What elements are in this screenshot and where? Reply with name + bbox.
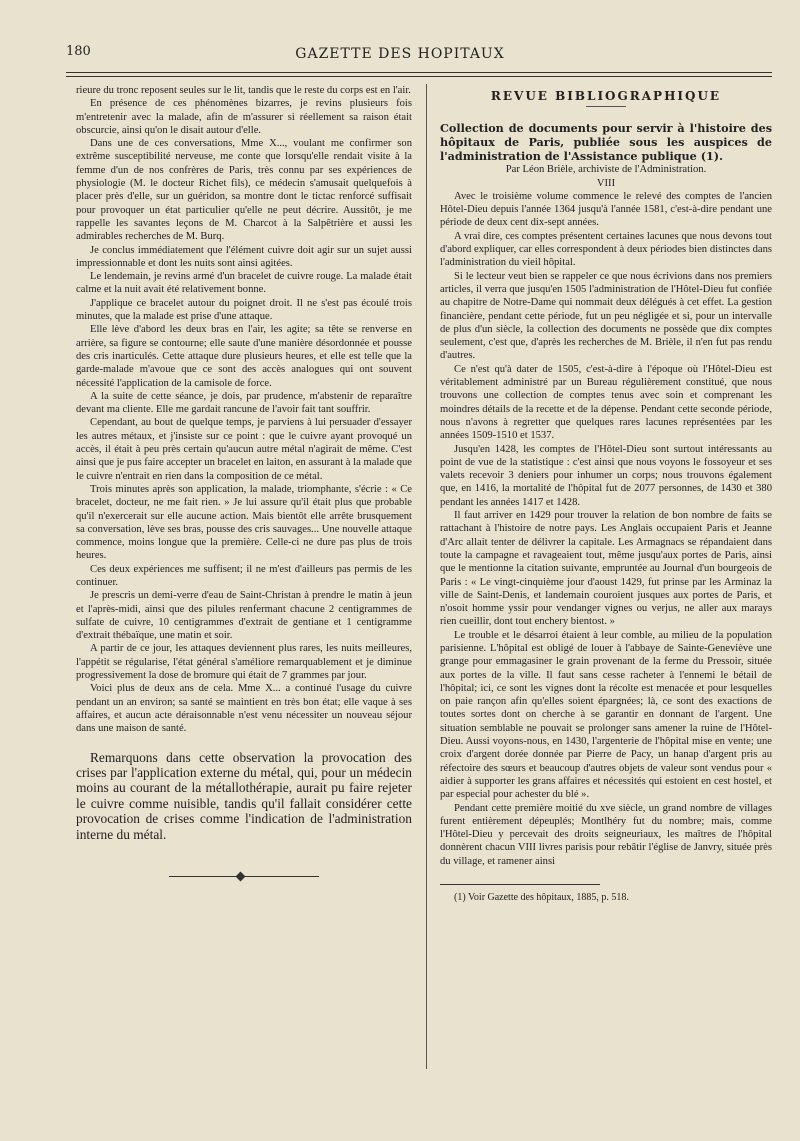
article-title: Collection de documents pour servir à l'histoire des hôpitaux de Paris, publiée sous les auspices de l'administration de l'Assistance publique (1). (440, 121, 772, 164)
paragraph: Dans une de ces conversations, Mme X..., voulant me confirmer son extrême susceptibilité nerveuse, me conte que lorsqu'elle rendait visite à la femme d'un de nos confrères de Paris, très connu par ses expériences de physiologie (M. le docteur Richet fils), ce médecin s'amusait quelquefois à placer près d'elle, sur un guéridon, sa montre dont le tictac renforcé suffisait pour provoquer un état particulier qu'elle ne peut décrire. Aussitôt, je me rappelle les savantes leçons de M. Charcot à la Salpêtrière et aussi les admirables recherches de M. Burq. (76, 138, 412, 243)
paragraph: A partir de ce jour, les attaques deviennent plus rares, les nuits meilleures, l'appétit se régularise, l'état général s'améliore remarquablement et je diminue progressivement la dose de bromure qui était de 7 grammes par jour. (76, 643, 412, 682)
paragraph: Cependant, au bout de quelque temps, je parviens à lui persuader d'essayer les autres métaux, et j'insiste sur ce point : que le cuivre ayant provoqué un accès, il était à peu près certain qu'aucun autre métal n'agirait de même. C'est ainsi que je pus faire accepter un bracelet en laiton, en assurant à la malade que le cuivre n'entrait en rien dans la composition de ce métal. (76, 417, 412, 482)
paragraph: Trois minutes après son application, la malade, triomphante, s'écrie : « Ce bracelet, docteur, ne me fait rien. » Je lui assure qu'il était plus que probable qu'il n'exercerait sur elle aucune action. Mais bientôt elle arrête brusquement sa conversation, lève ses bras, pousse des cris sauvages... Une nouvelle attaque commence, moins longue que la première. Celle-ci ne dure pas plus de trois heures. (76, 483, 412, 562)
footnote: (1) Voir Gazette des hôpitaux, 1885, p. 518. (454, 892, 629, 904)
part-number: VIII (596, 177, 616, 189)
paragraph: A vrai dire, ces comptes présentent certaines lacunes que nous devons tout d'abord expliquer, car elles correspondent à deux périodes bien distinctes dans l'administration du vieil hôpital. (440, 230, 772, 269)
page-number: 180 (66, 44, 91, 59)
diamond-icon (236, 872, 246, 882)
paragraph: Il faut arriver en 1429 pour trouver la relation de bon nombre de faits se rattachant à l'histoire de notre pays. Les Anglais occupaient Paris et Jeanne d'Arc allait tenter de délivrer la capitale. Les Armagnacs se répandaient dans toute la campagne et ravageaient tout, même jusqu'aux portes de Paris, ainsi que le mentionne la citation suivante, empruntée au Journal d'un bourgeois de Paris : « Le vingt-cinquième jour d'aoust 1429, fut prinse par les Arminaz la ville de Saint-Denis, et landemain couroient jusques aux portes de Paris, et n'osoit homme yssir pour vendanger vignes ou verjus, ne aller aux marays rien cueillir, dont tout enchery bientost. » (440, 510, 772, 628)
footnote-rule (440, 884, 600, 885)
header-rule (66, 72, 772, 73)
running-title: GAZETTE DES HOPITAUX (295, 46, 505, 62)
paragraph: rieure du tronc reposent seules sur le lit, tandis que le reste du corps est en l'air. (76, 85, 411, 96)
paragraph: Si le lecteur veut bien se rappeler ce que nous écrivions dans nos premiers articles, il verra que jusqu'en 1505 l'administration de l'Hôtel-Dieu fut confiée au chapitre de Notre-Dame qui nommait deux délégués à cet effet. La gestion financière, pendant cette période, fut un peu négligée et si, pour un intervalle de plus d'un siècle, la collection des documents ne possède que dix comptes seulement, c'est que, d'après les recherches de M. Brièle, il n'en fut pas rendu d'autres. (440, 270, 772, 362)
section-rule (586, 106, 626, 107)
paragraph: Ces deux expériences me suffisent; il ne m'est d'ailleurs pas permis de les continuer. (76, 563, 412, 588)
paragraph: Ce n'est qu'à dater de 1505, c'est-à-dire à l'époque où l'Hôtel-Dieu est véritablement administré par un Bureau régulièrement constitué, que nous trouvons une collection de comptes tenus avec soin et comprenant les moindres détails de la recette et de la dépense. Pendant cette seconde période, nous n'avons à regretter que quelques rares lacunes représentées par les années 1509-1510 et 1537. (440, 363, 772, 442)
paragraph: Le trouble et le désarroi étaient à leur comble, au milieu de la population parisienne. L'hôpital est obligé de louer à l'abbaye de Sainte-Geneviève une grange pour emmagasiner le grain provenant de la ferme du Pressoir, située aux portes de la ville. Il faut sans cesse racheter à l'ennemi le bétail de l'hôpital; ici, ce sont les vignes dont la récolte est menacée et pour lesquelles on paie rançon afin qu'elles soient épargnées; là, ce sont des exactions de toutes sortes dont on cherche à se garantir en donnant de l'argent. Une situation semblable ne pouvait se prolonger sans amener la ruine de l'Hôtel-Dieu. Aussi voyons-nous, en 1430, l'argenterie de l'hôpital mise en vente; une croix d'argent dorée donnée par Pierre de Pacy, un hanap d'argent pris au réfectoire des sœurs et beaucoup d'autres objets de valeur sont vendus pour « aidier à supporter les grans affaires et nécessités qui estoient en cest hostel, et par especial pour achester du blé ». (440, 629, 772, 801)
paragraph: Elle lève d'abord les deux bras en l'air, les agite; sa tête se renverse en arrière, sa figure se contourne; elle saute d'une manière désordonnée et pousse des cris inarticulés. Cette attaque dure plusieurs heures, et elle est telle que la garde-malade m'avoue que ce sont des accès analogues qui ont souvent nécessité l'application de la camisole de force. (76, 324, 412, 389)
paragraph: En présence de ces phénomènes bizarres, je revins plusieurs fois m'entretenir avec la malade, afin de m'assurer si réellement sa raison était obscurcie, ainsi qu'on le disait autour d'elle. (76, 98, 412, 136)
header-rule-thin (66, 76, 772, 77)
article-author: Par Léon Brièle, archiviste de l'Administration. (505, 164, 707, 176)
end-ornament-rule (169, 876, 319, 877)
paragraph: A la suite de cette séance, je dois, par prudence, m'abstenir de reparaître devant ma cliente. Elle me gardait rancune de l'avoir fait tant souffrir. (76, 390, 412, 416)
right-column (440, 90, 772, 904)
paragraph: Pendant cette première moitié du xve siècle, un grand nombre de villages furent entièrement dépeuplés; Montlhéry fut du nombre; mais, comme l'Hôtel-Dieu y percevait des droits seigneuriaux, les maîtres de l'hôpital donnèrent chacun VIII livres parisis pour rebâtir l'église de Janvry, située près du village, et ramener ainsi (440, 802, 772, 867)
left-column (76, 84, 412, 877)
conclusion-paragraph: Remarquons dans cette observation la provocation des crises par l'application externe du métal, qui, pour un médecin moins au courant de la métallothérapie, aurait pu faire rejeter le cuivre comme nuisible, tandis qu'il fallait considérer cette provocation de crises comme l'indication de l'administration interne du métal. (76, 749, 412, 842)
paragraph: Voici plus de deux ans de cela. Mme X... a continué l'usage du cuivre pendant un an environ; sa santé se maintient en très bon état; elle vaque à ses affaires, et aucun acte déraisonnable n'est venu nécessiter un nouveau séjour dans une maison de santé. (76, 683, 412, 735)
paragraph: Le lendemain, je revins armé d'un bracelet de cuivre rouge. La malade était calme et la nuit avait été relativement bonne. (76, 271, 412, 296)
paragraph: Je prescris un demi-verre d'eau de Saint-Christan à prendre le matin à jeun et l'après-midi, ainsi que des pilules renfermant chacune 2 centigrammes de sulfate de cuivre, 10 centigrammes d'extrait de gentiane et 1 centigramme d'extrait thébaïque, une matin et soir. (76, 590, 412, 642)
section-title: REVUE BIBLIOGRAPHIQUE (490, 89, 722, 103)
column-divider (426, 84, 427, 1069)
paragraph: Avec le troisième volume commence le relevé des comptes de l'ancien Hôtel-Dieu depuis l'année 1364 jusqu'à l'année 1581, c'est-à-dire pendant une période de deux cent dix-sept années. (440, 190, 772, 229)
paragraph: J'applique ce bracelet autour du poignet droit. Il ne s'est pas écoulé trois minutes, que la malade est prise d'une attaque. (76, 297, 412, 323)
paragraph: Je conclus immédiatement que l'élément cuivre doit agir sur un sujet aussi impressionnable et dont les nuits sont ainsi agitées. (76, 244, 412, 269)
paragraph: Jusqu'en 1428, les comptes de l'Hôtel-Dieu sont surtout intéressants au point de vue de la statistique : c'est ainsi que nous voyons le fossoyeur et ses valets recevoir 3 deniers pour inhumer un corps; nous trouvons également que, en 1416, la mortalité de l'hôpital fut de 2077 personnes, de 1430 et 380 pendant les années 1417 et 1428. (440, 443, 772, 508)
conclusion-block (76, 750, 412, 842)
